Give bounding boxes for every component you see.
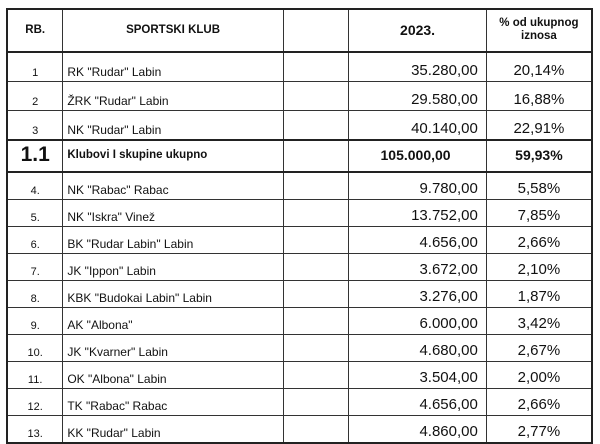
- row-number: 7.: [7, 254, 63, 281]
- amount: 105.000,00: [349, 140, 487, 172]
- header-club: SPORTSKI KLUB: [63, 9, 283, 52]
- empty-cell: [283, 172, 349, 200]
- empty-cell: [283, 254, 349, 281]
- row-number: 2: [7, 82, 63, 111]
- row-number: 4.: [7, 172, 63, 200]
- amount: 40.140,00: [349, 111, 487, 141]
- empty-cell: [283, 362, 349, 389]
- row-number: 9.: [7, 308, 63, 335]
- table-row: [7, 52, 592, 82]
- club-name: KBK "Budokai Labin" Labin: [63, 281, 283, 308]
- amount: 6.000,00: [349, 308, 487, 335]
- amount: 3.276,00: [349, 281, 487, 308]
- percentage: 1,87%: [486, 281, 592, 308]
- row-number: 13.: [7, 416, 63, 444]
- club-name: RK "Rudar" Labin: [63, 52, 283, 82]
- percentage: 16,88%: [486, 82, 592, 111]
- table-row: [7, 172, 592, 200]
- empty-cell: [283, 111, 349, 141]
- percentage: 3,42%: [486, 308, 592, 335]
- table-row: [7, 335, 592, 362]
- table-row: [7, 111, 592, 141]
- empty-cell: [283, 389, 349, 416]
- percentage: 22,91%: [486, 111, 592, 141]
- percentage: 7,85%: [486, 200, 592, 227]
- empty-cell: [283, 227, 349, 254]
- table-row: [7, 416, 592, 444]
- header-rb: RB.: [7, 9, 63, 52]
- amount: 9.780,00: [349, 172, 487, 200]
- amount: 4.656,00: [349, 227, 487, 254]
- club-name: KK "Rudar" Labin: [63, 416, 283, 444]
- header-year: 2023.: [349, 9, 487, 52]
- amount: 35.280,00: [349, 52, 487, 82]
- club-name: OK "Albona" Labin: [63, 362, 283, 389]
- row-number: 1: [7, 52, 63, 82]
- empty-cell: [283, 52, 349, 82]
- amount: 4.656,00: [349, 389, 487, 416]
- percentage: 2,00%: [486, 362, 592, 389]
- club-name: ŽRK "Rudar" Labin: [63, 82, 283, 111]
- club-name: JK "Kvarner" Labin: [63, 335, 283, 362]
- amount: 3.672,00: [349, 254, 487, 281]
- percentage: 5,58%: [486, 172, 592, 200]
- header-pct: % od ukupnog iznosa: [486, 9, 592, 52]
- percentage: 59,93%: [486, 140, 592, 172]
- table-row: [7, 227, 592, 254]
- table-row: [7, 82, 592, 111]
- empty-cell: [283, 140, 349, 172]
- percentage: 2,10%: [486, 254, 592, 281]
- club-name: NK "Rabac" Rabac: [63, 172, 283, 200]
- club-name: BK "Rudar Labin" Labin: [63, 227, 283, 254]
- header-empty: [283, 9, 349, 52]
- empty-cell: [283, 82, 349, 111]
- percentage: 2,77%: [486, 416, 592, 444]
- empty-cell: [283, 416, 349, 444]
- percentage: 2,66%: [486, 227, 592, 254]
- table-row: [7, 200, 592, 227]
- row-number: 1.1: [7, 140, 63, 172]
- row-number: 6.: [7, 227, 63, 254]
- empty-cell: [283, 281, 349, 308]
- row-number: 11.: [7, 362, 63, 389]
- percentage: 2,67%: [486, 335, 592, 362]
- empty-cell: [283, 335, 349, 362]
- table-row: [7, 281, 592, 308]
- amount: 4.680,00: [349, 335, 487, 362]
- table-row: [7, 308, 592, 335]
- percentage: 20,14%: [486, 52, 592, 82]
- club-name: TK "Rabac" Rabac: [63, 389, 283, 416]
- amount: 3.504,00: [349, 362, 487, 389]
- amount: 29.580,00: [349, 82, 487, 111]
- table-row: [7, 362, 592, 389]
- row-number: 10.: [7, 335, 63, 362]
- club-name: NK "Iskra" Vinež: [63, 200, 283, 227]
- club-name: NK "Rudar" Labin: [63, 111, 283, 141]
- table-header-row: [7, 9, 592, 52]
- total-row: [7, 140, 592, 172]
- row-number: 8.: [7, 281, 63, 308]
- club-name: AK "Albona": [63, 308, 283, 335]
- empty-cell: [283, 200, 349, 227]
- amount: 4.860,00: [349, 416, 487, 444]
- row-number: 5.: [7, 200, 63, 227]
- amount: 13.752,00: [349, 200, 487, 227]
- sports-club-funding-table: [6, 8, 593, 444]
- row-number: 3: [7, 111, 63, 141]
- row-number: 12.: [7, 389, 63, 416]
- empty-cell: [283, 308, 349, 335]
- table-row: [7, 254, 592, 281]
- club-name: JK "Ippon" Labin: [63, 254, 283, 281]
- percentage: 2,66%: [486, 389, 592, 416]
- table-row: [7, 389, 592, 416]
- club-name: Klubovi I skupine ukupno: [63, 140, 283, 172]
